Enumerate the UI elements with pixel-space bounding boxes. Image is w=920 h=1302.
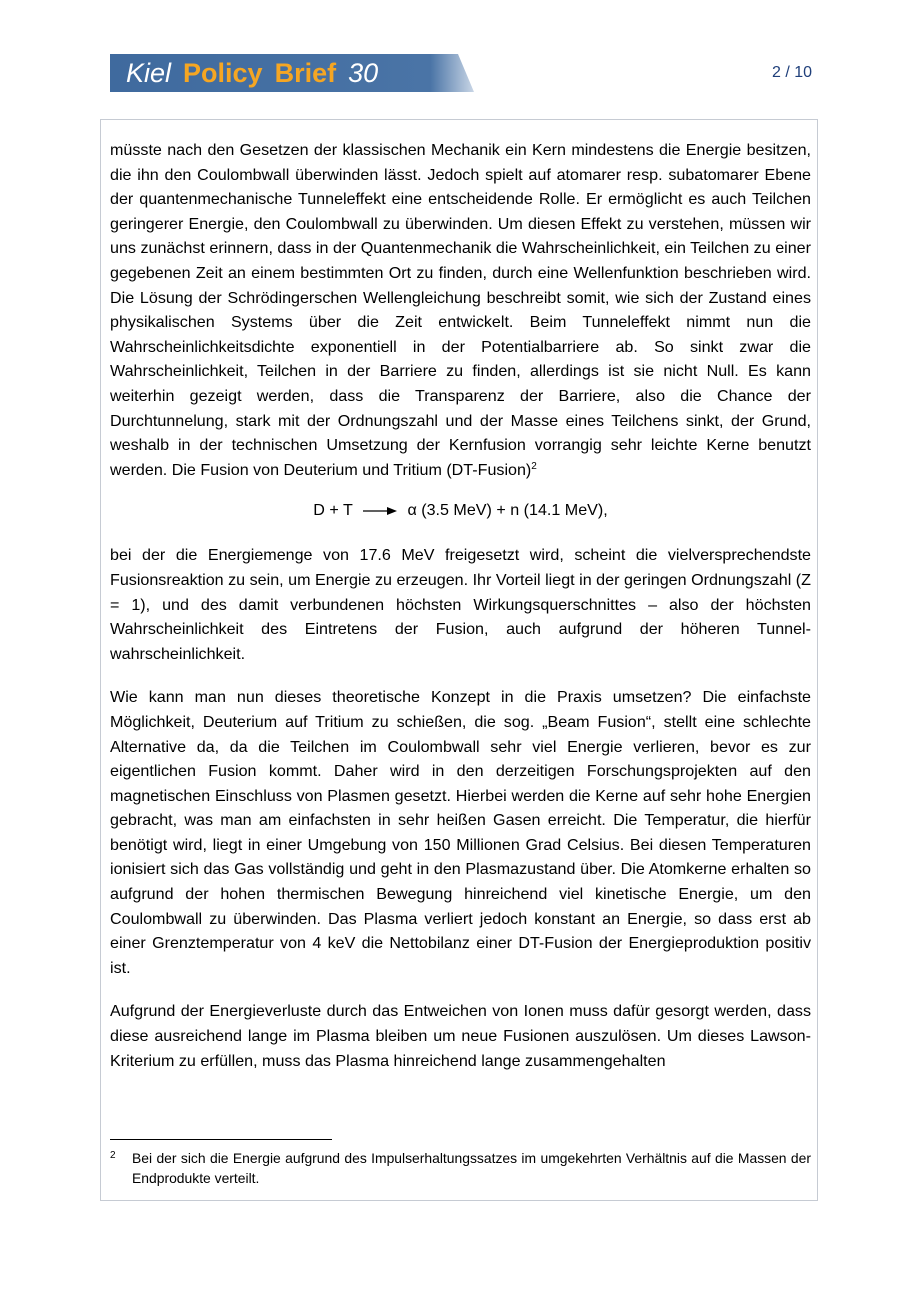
paragraph-4: Aufgrund der Energieverluste durch das Entweichen von Ionen muss dafür gesorgt werden, dass diese ausreichend lange im Plasma bleiben um neue Fusionen auszulösen. Um dieses Lawson-Kriterium zu erfüllen, muss das Plasma hinreichend lange zusammengehalten [110, 1002, 811, 1070]
fusion-equation [110, 498, 811, 523]
page-number: 2 / 10 [771, 64, 812, 81]
footnote-text: Bei der sich die Energie aufgrund des Impulserhaltungssatzes im umgekehrten Verhältnis auf die Massen der Endprodukte verteilt. [132, 1150, 811, 1186]
title-number: 30 [348, 58, 379, 88]
paragraph-2: bei der die Energiemenge von 17.6 MeV freigesetzt wird, scheint die vielversprechendste Fusionsreaktion zu sein, um Energie zu erzeugen. Ihr Vorteil liegt in der geringen Ordnungszahl (Z = 1), und des damit verbundenen höchsten Wirkungsquerschnittes – also der höchsten Wahrscheinlichkeit des Eintretens der Fusion, auch aufgrund der höheren Tunnelwahrscheinlichkeit. [110, 546, 811, 663]
header-banner [110, 54, 474, 92]
footnote-mark: 2 [110, 1150, 116, 1161]
equation-products: α (3.5 MeV) + n (14.1 MeV), [407, 501, 608, 520]
paragraph-1 [110, 138, 811, 482]
reaction-arrow-icon [363, 499, 397, 524]
paragraph-3: Wie kann man nun dieses theoretische Konzept in die Praxis umsetzen? Die einfachste Möglichkeit, Deuterium auf Tritium zu schießen, die sog. „Beam Fusion“, stellt eine schlechte Alternative da, da die Teilchen im Coulombwall sehr viel Energie verlieren, bevor es zur eigentlichen Fusion kommt. Daher wird in den derzeitigen Forschungsprojekten auf den magnetischen Einschluss von Plasmen gesetzt. Hierbei werden die Kerne auf sehr hohe Energien gebracht, was man am einfachsten in sehr heißen Gasen erreicht. Die Temperatur, die hierfür benötigt wird, liegt in einer Umgebung von 150 Millionen Grad Celsius. Bei diesen Temperaturen ionisiert sich das Gas vollständig und geht in den Plasmazustand über. Die Atomkerne erhalten so aufgrund der hohen thermischen Bewegung hinreichend viel kinetische Energie, um den Coulombwall zu überwinden. Das Plasma verliert jedoch konstant an Energie, so dass erst ab einer Grenztemperatur von 4 keV die Nettobilanz einer DT-Fusion der Energieproduktion positiv ist. [110, 688, 811, 977]
footnote-divider [110, 1139, 332, 1140]
footnote-reference: 2 [531, 460, 537, 472]
footnote [110, 1148, 811, 1188]
title-brief: Brief [274, 58, 337, 88]
paragraph-1-text: müsste nach den Gesetzen der klassischen Mechanik ein Kern mindestens die Energie besitzen, die ihn den Coulombwall überwinden lässt. Jedoch spielt auf atomarer resp. subatomarer Ebene der quantenmechanische Tunneleffekt eine entscheidende Rolle. Er ermöglicht es auch Teilchen geringerer Energie, den Coulombwall zu überwinden. Um diesen Effekt zu verstehen, müssen wir uns zunächst erinnern, dass in der Quantenmechanik die Wahrscheinlichkeit, ein Teilchen zu einer gegebenen Zeit an einem bestimmten Ort zu finden, durch eine Wellenfunktion beschrieben wird. Die Lösung der Schrödingerschen Wellengleichung beschreibt somit, wie sich der Zustand eines physikalischen Systems über die Zeit entwickelt. Beim Tunneleffekt nimmt nun die Wahrscheinlichkeitsdichte exponentiell in der Potentialbarriere ab. So sinkt zwar die Wahrscheinlichkeit, Teilchen in der Barriere zu finden, allerdings ist sie nicht Null. Es kann weiterhin gezeigt werden, dass die Transparenz der Barriere, also die Chance der Durchtunnelung, stark mit der Ordnungszahl und der Masse eines Teilchens sinkt, der Grund, weshalb in der technischen Umsetzung der Kernfusion vorrangig sehr leichte Kerne benutzt werden. Die Fusion von Deuterium und Tritium (DT-Fusion) [110, 141, 811, 479]
title-kiel: Kiel [126, 58, 172, 88]
title-policy: Policy [183, 58, 263, 88]
body-text [110, 138, 811, 1073]
publication-title [126, 54, 378, 92]
equation-reactants: D + T [313, 501, 353, 520]
